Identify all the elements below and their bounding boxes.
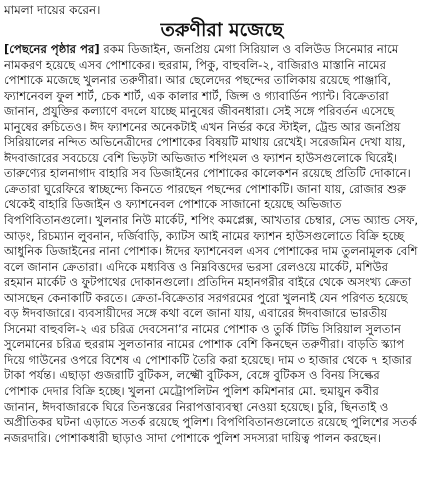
article-line: বলে জানান ক্রেতারা। এদিকে মধ্যবিত্ত ও নিম্নবিত্তদের ভরসা রেলওয়ে মার্কেট, মশিউর: [4, 259, 388, 274]
article-line: আড়ং, রিচম্যান লুবনান, দর্জিবাড়ি, ক্যাটস আই নামের ফ্যাশন হাউসগুলোতে বিক্রি হচ্ছে: [4, 228, 405, 243]
article-line: সিরিয়ালের নন্দিত অভিনেত্রীদের পোশাকের বিষয়টি মাথায় রেখেই। সরেজমিন দেখা যায়,: [4, 135, 406, 150]
article-line: বিপণিবিতানগুলো। খুলনার নিউ মার্কেট, শপিং কমপ্লেক্স, আখতার চেম্বার, সেভ অ্যান্ড সেফ,: [4, 213, 419, 228]
article-line: আসছেন কেনাকাটি করতে। ক্রেতা-বিক্রেতার সরগরমের পুরো খুলনাই যেন পরিণত হয়েছে: [4, 290, 408, 305]
article-headline: তরুণীরা মজেছে: [160, 19, 284, 41]
article-line: সুলেমানের চরিত্র হুররাম সুলতানার নামের পোশাক বেশি কিনছেন তরুণীরা। বাড়তি স্ক্যাপ: [4, 337, 405, 352]
article-line: ক্রেতারা ঘুরেফিরে স্বাচ্ছন্দ্যে কিনতে পারছেন পছন্দের পোশাকটি। জানা যায়, রোজার শুরু: [4, 181, 406, 196]
article-line-1: [4, 42, 440, 58]
article-line: রহমান মার্কেট ও ফুটপাথের দোকানগুলো। প্রতিদিন মহানগরীর বাইরে থেকে অসংখ্য ক্রেতা: [4, 275, 412, 290]
article-body: [4, 42, 440, 446]
article-line: ফ্যাশনেবল ফুল শার্ট, চেক শার্ট, এক কালার শার্ট, জিন্স ও গ্যাবার্ডিন প্যান্ট। বিক্রেতারা: [4, 88, 389, 103]
article-line: তারুণ্যের হালনাগাদ বাহারি সব ডিজাইনের পোশাকের কালেকশন রয়েছে প্রতিটি দোকানে।: [4, 166, 411, 181]
article-line: জানান, ঈদবাজারকে ঘিরে তিনস্তরের নিরাপত্তাব্যবস্থা নেওয়া হয়েছে। চুরি, ছিনতাই ও: [4, 399, 389, 414]
article-line: আধুনিক ডিজাইনের নানা পোশাক। ঈদের ফ্যাশনেবল এসব পোশাকের দাম তুলনামূলক বেশি: [4, 244, 418, 259]
continuation-marker: [পেছনের পৃষ্ঠার পর]: [4, 42, 100, 56]
previous-article-tail: মামলা দায়ের করেন।: [4, 3, 101, 17]
article-line: বড় ঈদবাজারে। ব্যবসায়ীদের সঙ্গে কথা বলে জানা যায়, এবারের ঈদবাজারে ভারতীয়: [4, 306, 388, 321]
article-line: নামকরণ হয়েছে এসব পোশাকের। হুররাম, পিকু, বাহুবলি-২, বাজিরাও মাস্তানি নামের: [4, 57, 386, 72]
article-line: থেকেই বাহারি ডিজাইন ও ফ্যাশনেবল পোশাকে সাজানো হয়েছে অভিজাত: [4, 197, 342, 212]
article-line: ঈদবাজারের সবচেয়ে বেশি ভিড়টা অভিজাত শপিংমল ও ফ্যাশন হাউসগুলোকে ঘিরেই।: [4, 150, 398, 165]
article-line: টাকা পর্যন্ত। এছাড়া গুজরাটি বুটিকস, লক্ষ্মৌ বুটিকস, বেঙ্গে বুটিকস ও বিনয় সিল্কের: [4, 368, 380, 383]
article-line: পোশাকে মজেছে খুলনার তরুণীরা। আর ছেলেদের পছন্দের তালিকায় রয়েছে পাঞ্জাবি,: [4, 73, 392, 88]
article-line: পোশাক দেদার বিক্রি হচ্ছে। খুলনা মেট্রোপলিটন পুলিশ কমিশনার মো. হুমায়ুন কবীর: [4, 384, 379, 399]
article-line: দিয়ে গাউনের ওপরে বিশেষ এ পোশাকটি তৈরি করা হয়েছে। দাম ৩ হাজার থেকে ৭ হাজার: [4, 352, 412, 367]
article-line: অপ্রীতিকর ঘটনা এড়াতে সতর্ক রয়েছে পুলিশ। বিপণিবিতানগুলোতে রয়েছে পুলিশের সতর্ক: [4, 415, 417, 430]
article-line: জানান, প্রযুক্তির কল্যাণে বদলে যাচ্ছে মানুষের জীবনধারা। সেই সঙ্গে পরিবর্তন এসেছে: [4, 104, 395, 119]
article-line-1-text: রকম ডিজাইন, জনপ্রিয় মেগা সিরিয়াল ও বলিউড সিনেমার নামে: [99, 42, 399, 56]
article-line: নজরদারি। পোশাকধারী ছাড়াও সাদা পোশাকে পুলিশ সদস্যরা দায়িত্ব পালন করছেন।: [4, 430, 381, 445]
article-line: মানুষের রুচিতেও। ঈদ ফ্যাশনের অনেকটাই এখন নির্ভর করে স্টাইল, ট্রেন্ড আর জনপ্রিয়: [4, 119, 401, 134]
article-line: সিনেমা বাহুবলি-২ এর চরিত্র দেবসেনা’র নামের পোশাক ও তুর্কি টিভি সিরিয়াল সুলতান: [4, 321, 401, 336]
